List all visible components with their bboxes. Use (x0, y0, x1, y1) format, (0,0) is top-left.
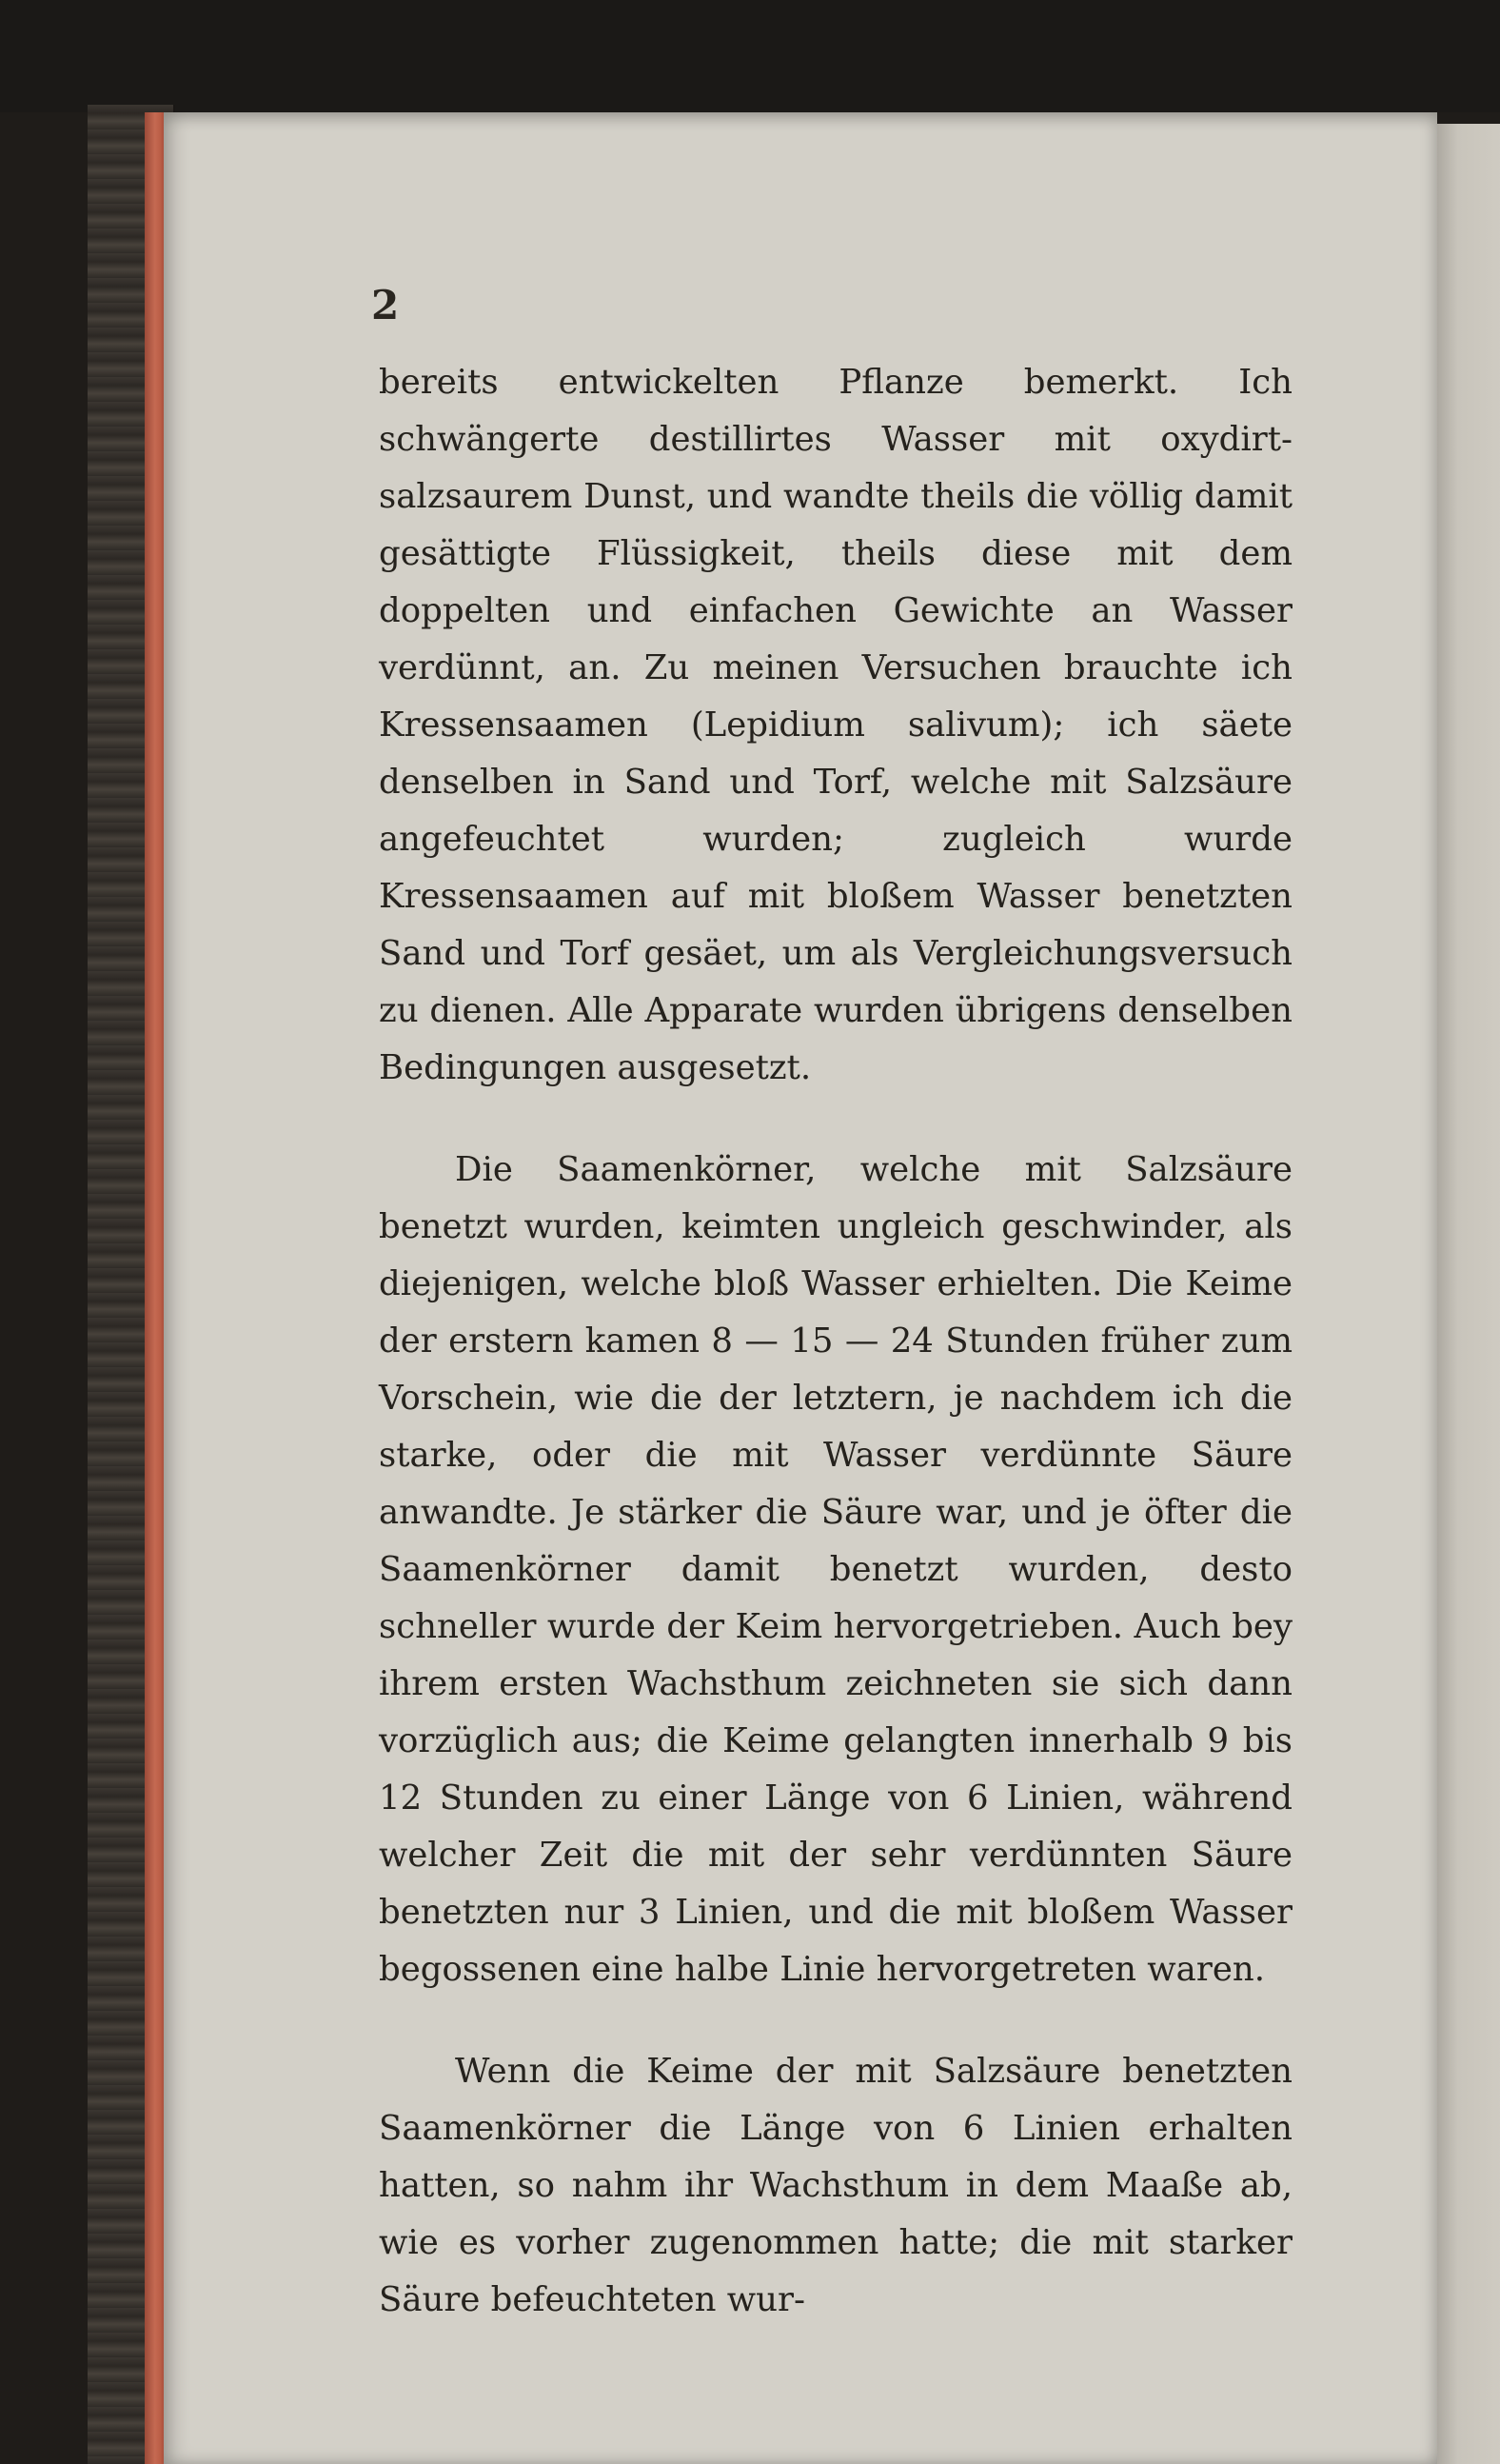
page-text (379, 354, 1293, 2329)
paragraph-2: Die Saamenkörner, welche mit Salzsäure benetzt wurden, keimten ungleich geschwinder, als diejenigen, welche bloß Wasser erhielten. Die Keime der erstern kamen 8 — 15 — 24 Stunden früher zum Vorschein, wie die der letztern, je nachdem ich die starke, oder die mit Wasser verdünnte Säure anwandte. Je stärker die Säure war, und je öfter die Saamenkörner damit benetzt wurden, desto schneller wurde der Keim hervorgetrieben. Auch bey ihrem ersten Wachsthum zeichneten sie sich dann vorzüglich aus; die Keime gelangten innerhalb 9 bis 12 Stunden zu einer Länge von 6 Linien, während welcher Zeit die mit der sehr verdünnten Säure benetzten nur 3 Linien, und die mit bloßem Wasser begossenen eine halbe Linie hervorgetreten waren. (379, 1150, 1293, 1989)
background-top (0, 0, 1500, 112)
paragraph-1: bereits entwickelten Pflanze bemerkt. Ich schwängerte destillirtes Wasser mit oxydirt-salzsaurem Dunst, und wandte theils die völlig damit gesättigte Flüssigkeit, theils diese mit dem doppelten und einfachen Gewichte an Wasser verdünnt, an. Zu meinen Versuchen brauchte ich Kressensaamen (Lepidium salivum); ich säete denselben in Sand und Torf, welche mit Salzsäure angefeuchtet wurden; zugleich wurde Kressensaamen auf mit bloßem Wasser benetzten Sand und Torf gesäet, um als Vergleichungsversuch zu dienen. Alle Apparate wurden übrigens denselben Bedingungen ausgesetzt. (379, 363, 1293, 1087)
facing-page-edge (1432, 124, 1500, 2464)
paragraph-3: Wenn die Keime der mit Salzsäure benetzten Saamenkörner die Länge von 6 Linien erhalten hatten, so nahm ihr Wachsthum in dem Maaße ab, wie es vorher zugenommen hatte; die mit starker Säure befeuchteten wur- (379, 2052, 1293, 2319)
page-number: 2 (371, 282, 400, 328)
